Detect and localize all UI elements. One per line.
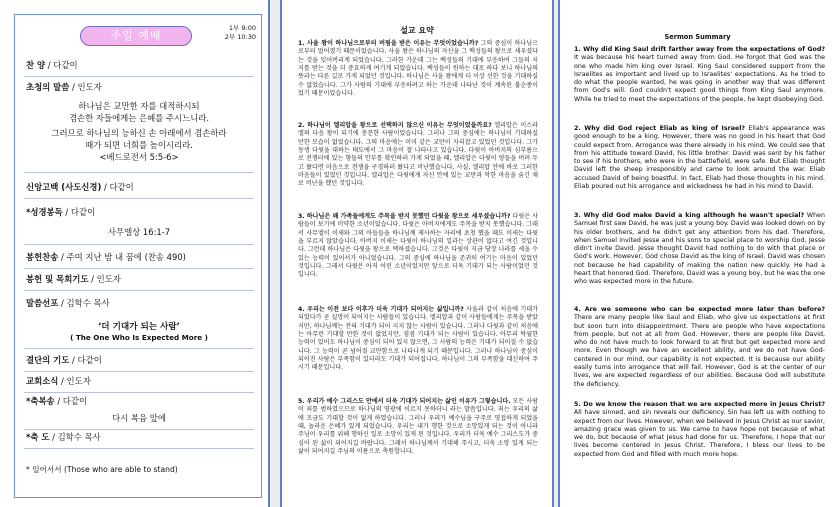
order-item-benediction: *축 도 / 김학수 목사 (26, 432, 101, 442)
standing-footnote: * 일어서서 (Those who are able to stand) (26, 465, 178, 474)
order-item-praise: 찬 양 / 다같이 (26, 60, 78, 70)
korean-section-3: 3. 하나님은 왜 가족들에게도 주목을 받지 못했던 다윗을 왕으로 세우셨습니까? 다윗은 사람들이 보기에 미약한 소년이었습니다. 다윗은 아버지에게도 주목을 받지 못했습니다. 그래서 사무엘이 이새와 그의 아들들을 하나님께 제사하는 자리에 초청 했을 때도 이새는 다윗을 부르지 않았습니다. 아버지 이새는 다윗이 하나님의 일과는 상관이 없다고 여긴 것입니다. 그런데 하나님은 다윗을 왕으로 택하셨습니다. 그것은 다윗이 지금 당장 나라를 세울 수 있는 능력이 있어서가 아니었습니다. 그의 중심에 하나님을 존귀히 여기는 마음이 있었던 것입니다. 그래서 다윗은 아직 어린 소년이었지만 앞으로 더욱 기대가 되는 사람이었던 것입니다. (298, 213, 539, 279)
order-item-decision-prayer: 결단의 기도 / 다같이 (26, 355, 102, 365)
sermon-subtitle: ( The One Who Is Expected More ) (70, 333, 208, 342)
divider (24, 290, 254, 291)
order-item-offertory-hymn: 봉헌찬송 / 주여 지난 밤 내 꿈에 (찬송 490) (26, 252, 186, 262)
order-item-announcements: 교회소식 / 인도자 (26, 376, 91, 386)
invocation-line: 겸손한 자들에게는 은혜를 주시느니라. (68, 113, 210, 123)
invocation-line: 때가 되면 너희를 높이시리라. (85, 140, 193, 150)
divider (24, 448, 254, 449)
order-item-creed: 신앙고백 (사도신경) / 다같이 (26, 182, 134, 192)
divider (24, 348, 254, 349)
divider (24, 392, 254, 393)
scripture-reference: 사무엘상 16:1-7 (107, 227, 171, 237)
service-time-first: 1부 9:00 (228, 24, 256, 32)
order-item-offering-prayer: 봉헌 및 목회기도 / 인도자 (26, 274, 121, 284)
order-item-blessing-song: *축복송 / 다같이 (26, 396, 88, 406)
bulletin-page (0, 0, 270, 507)
service-title: 주일 예배 (80, 26, 192, 46)
divider (24, 244, 254, 245)
order-item-sermon: 말씀선포 / 김학수 목사 (26, 298, 110, 308)
divider (24, 429, 254, 430)
korean-section-2: 2. 하나님이 엘리압을 왕으로 선택하지 않으신 이유는 무엇이었을까요? 엘리압은 이스라엘의 다음 왕이 되기에 충분한 사람이었습니다. 그러나 그의 중심에는 하나님이 기대하실 만한 모습이 없었습니다. 그의 마음에는 이미 같은 교만이 자리잡고 있었던 것입니다. 그가 동생 다윗을 대하는 태도에서 그 마음이 잘 나타나고 있습니다. 다윗이 아버지의 심부름으로 전쟁터에 있는 형들의 안부를 확인하러 가게 되었을 때, 엘리압은 다윗이 양들을 버려 두고 왔다면 마음으로 전쟁을 구경하러 왔다고 비난했습니다. 사실, 엘리압 안에 바로 그러한 마음들이 있었던 것입니다. 엘리압은 다윗에게 자신 안에 있는 교만과 악한 마음을 숨긴 채로 비난을 했던 것입니다. (298, 122, 538, 188)
divider (24, 76, 254, 77)
english-section-1: 1. Why did King Saul drift farther away from the expectations of God? It was because his heart turned away from God. He forgot that God was the one who made him king over Israel. King Saul considered support from the Israelites as important and lived up to Israelites' expectations. As he tried to do what the people wanted, he was going in another way that was different from God's will. God couldn't expect good things from King Saul anymore. While he tried to meet the expectations of the people, he kept disobeying God. (574, 46, 825, 103)
korean-section-4: 4. 우리는 이전 보다 이후가 더욱 기대가 되어지는 삶입니까? 사울과 같이 처음에 기대가 되었다가 곧 실망이 되어지는 사람들이 있습니다. 엘리압과 같이 사람들에게는 주목을 받았지만, 하나님께는 전혀 기대가 되어 지지 않는 사람이 있습니다. 그러나 다윗과 같이 처음에는 아무런 기대할 만한 것이 없었지만, 점점 기대가 되는 사람이 있습니다. 아무리 탁월한 능력이 있어도 하나님이 중심이 되어 있지 않으면, 그 사람의 능력은 기대가 되어질 수 없습니다. 그 능력이 곧 넘어질 교만함으로 나타나게 되기 때문입니다. 그러나 하나님이 중심이 되어진 사람은 부족함이 있더라도 기대가 되어집니다. 하나님이 그의 부족함을 대신하여 주시기 때문입니다. (298, 306, 538, 372)
sermon-title: ‘더 기대가 되는 사람’ (98, 322, 180, 332)
divider (24, 198, 254, 199)
korean-section-1: 1. 사울 왕이 하나님으로부터 버림을 받은 이유는 무엇이었습니까? 그의 중심이 하나님으로부터 멀어졌기 때문이었습니다. 사울 왕은 하나님의 자신을 그 백성들의 왕으로 세우셨다는 것을 잊어버리게 되었습니다. 그러한 가운데 그는 백성들의 기대에 부응하여 그들의 지지를 받는 것을 더 중요하게 여기게 되었습니다. 백성들이 원하는 대로 하다 보니 하나님의 뜻과는 다른 길로 가게 되었던 것입니다. 하나님은 사울 왕에게 더 이상 선한 것을 기대하실 수 없었습니다. 그가 사람의 기대에 부응하려고 하는 가운데 나타난 것이 계속된 불순종이었기 때문이었습니다. (298, 40, 538, 98)
order-item-invocation: 초청의 말씀 / 인도자 (26, 82, 102, 92)
sermon-heading (24, 321, 254, 343)
invocation-line: 하나님은 교만한 자를 대적하시되 (78, 101, 200, 111)
english-summary-title: Sermon Summary (664, 33, 731, 41)
english-section-2: 2. Why did God reject Eliab as king of Israel? Eliab's appearance was good enough to be a king. However, there was no good in his heart that God could expect from. Arrogance was there already in his mind. We could see that from his attitude toward David, his little brother. David was sent by his father to see if his brothers, who were in the battlefield, were safe. But Eliab thought David left the sheep irresponsibly and came to look around the war. Eliab accused David of being boastful. In fact, Eliab had those thoughts in his mind. Eliab poured out his arrogance and wickedness he had in his mind to David. (574, 125, 826, 191)
blessing-song-title: 다시 복음 앞에 (112, 413, 166, 423)
korean-section-5: 5. 우리가 예수 그리스도 안에서 더욱 기대가 되어지는 삶인 이유가 그렇습니다. 모든 사람이 죄를 범하였으므로 하나님의 영광에 이르지 못하더니 라는 말씀입니다. 죄는 우리의 삶에 조금도 기대할 것이 없게 하였습니다. 그러나 우리가 예수님을 구주로 영접하게 되었을 때, 놀라운 은혜가 있게 되었습니다. 우리는 내가 행한 것으로 소망있게 되는 것이 아니라 주님이 우리를 위해 행하신 일로 소망이 있게 된 것입니다. 우리가 더욱 예수 그리스도가 중심이 된 삶이 되어지길 바랍니다. 그래서 하나님께서 기대해 주시고, 더욱 소망 있게 되는 삶이 되어지길 주님의 이름으로 축원합니다. (298, 398, 538, 456)
service-time-second: 2부 10:30 (224, 33, 256, 41)
english-section-4: 4. Are we someone who can be expected more later than before? There are many people like Saul and Eliab, who give us expectations at first but soon turn into disappointment. There are people who have expectations from people, but not at all from God. However, there are people like David, who do not have much to look forward to at first but get expected more and more. Even though we have an excellent ability, and we do not have God-centered in our mind, our capability is not expected. It is because our ability easily turns into arrogance that will fail. However, God is at the center of our lives, we are expected regardless of our abilities. Because God will substitute the deficiency. (574, 306, 825, 388)
english-section-5: 5. Do we know the reason that we are expected more in Jesus Christ? All have sinned, and sin reveals our deficiency. Sin has left us with nothing to expect from our lives. However, when we believed in Jesus Christ as our savior, amazing grace was given to us. We came to have hope not because of what we do, but because of what Jesus had done for us. Therefore, I hope that our lives become centered in Jesus Christ. Therefore, I bless our lives to be expected from God and filled with much more hope. (574, 401, 825, 458)
english-summary-page (558, 0, 835, 507)
divider (24, 371, 254, 372)
invocation-reference: <베드로전서 5:5-6> (99, 152, 179, 162)
invocation-line: 그러므로 하나님의 능하신 손 아래에서 겸손하라 (51, 128, 227, 138)
korean-summary-title: 설교 요약 (400, 26, 434, 35)
divider (24, 172, 254, 173)
english-section-3: 3. Why did God make David a king although he wasn't special? When Samuel first saw David, he was just a young boy. David was looked down on by his older brothers, and he didn't get any attention from his dad. Therefore, when Samuel invited Jesse and his sons to special place to worship God, Jesse didn't invite David. Jesse thought David had nothing to do with that place or God's work. However, God chose David as the king of Israel. David was chosen not because he had capability of making the nation new quickly. He had a heart that honored God. Therefore, David was a young boy, but he was the one who was expected more in the future. (574, 212, 825, 286)
divider (24, 268, 254, 269)
order-item-scripture: *성경봉독 / 다같이 (26, 207, 96, 217)
korean-summary-page (280, 0, 554, 507)
